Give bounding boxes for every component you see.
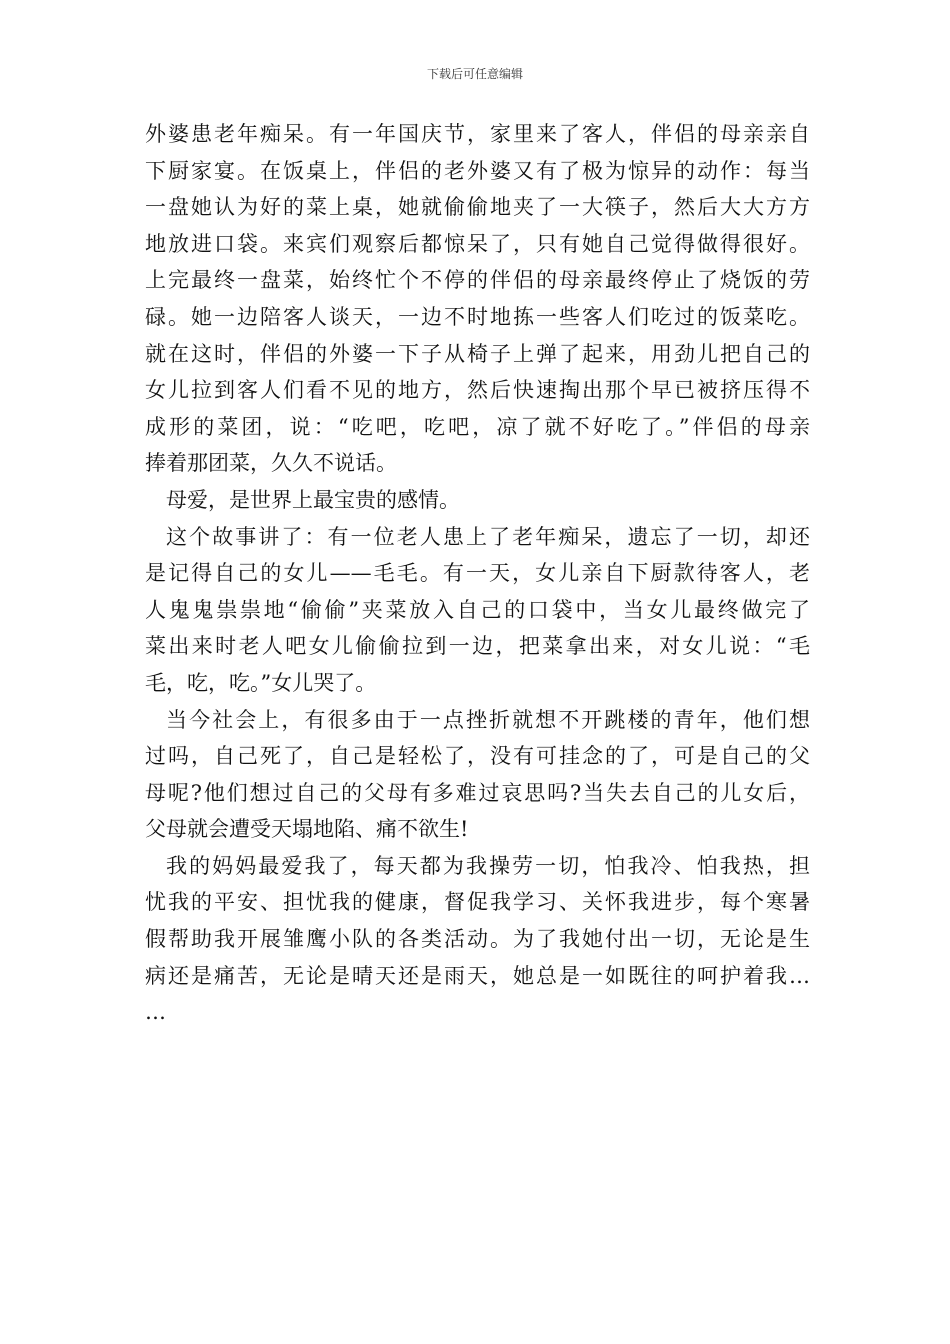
text-line: … xyxy=(145,1000,166,1025)
text-line: 假帮助我开展雏鹰小队的各类活动。为了我她付出一切，无论是生 xyxy=(145,927,810,952)
text-line: 病还是痛苦，无论是晴天还是雨天，她总是一如既往的呵护着我… xyxy=(145,963,810,988)
text-line: 外婆患老年痴呆。有一年国庆节，家里来了客人，伴侣的母亲亲自 xyxy=(145,122,810,146)
text-line: 母呢?他们想过自己的父母有多难过哀思吗?当失去自己的儿女后， xyxy=(145,780,810,805)
text-line: 父母就会遭受天塌地陷、痛不欲生! xyxy=(145,817,469,842)
text-line: 上完最终一盘菜，始终忙个不停的伴侣的母亲最终停止了烧饭的劳 xyxy=(145,268,810,293)
text-line: 捧着那团菜，久久不说话。 xyxy=(145,451,397,476)
text-line: 地放进口袋。来宾们观察后都惊呆了，只有她自己觉得做得很好。 xyxy=(145,231,810,256)
text-line: 人鬼鬼祟祟地“偷偷”夹菜放入自己的口袋中，当女儿最终做完了 xyxy=(145,597,810,622)
text-line: 母爱，是世界上最宝贵的感情。 xyxy=(166,487,460,512)
text-line: 当今社会上，有很多由于一点挫折就想不开跳楼的青年，他们想 xyxy=(166,707,810,732)
document-body xyxy=(145,116,810,1031)
text-line: 过吗，自己死了，自己是轻松了，没有可挂念的了，可是自己的父 xyxy=(145,744,810,769)
text-line: 女儿拉到客人们看不见的地方，然后快速掏出那个早已被挤压得不 xyxy=(145,378,810,403)
text-line: 毛，吃，吃。”女儿哭了。 xyxy=(145,670,377,695)
text-line: 这个故事讲了：有一位老人患上了老年痴呆，遗忘了一切，却还 xyxy=(166,524,810,549)
text-line: 碌。她一边陪客人谈天，一边不时地拣一些客人们吃过的饭菜吃。 xyxy=(145,304,810,329)
text-line: 一盘她认为好的菜上桌，她就偷偷地夹了一大筷子，然后大大方方 xyxy=(145,195,810,220)
text-line: 下厨家宴。在饭桌上，伴侣的老外婆又有了极为惊异的动作：每当 xyxy=(145,158,810,183)
text-line: 忧我的平安、担忧我的健康，督促我学习、关怀我进步，每个寒暑 xyxy=(145,890,810,915)
text-line: 是记得自己的女儿——毛毛。有一天，女儿亲自下厨款待客人，老 xyxy=(145,561,810,586)
header-note: 下载后可任意编辑 xyxy=(426,67,523,81)
text-line: 我的妈妈最爱我了，每天都为我操劳一切，怕我冷、怕我热，担 xyxy=(166,853,810,878)
text-line: 成形的菜团，说：“吃吧，吃吧，凉了就不好吃了。”伴侣的母亲 xyxy=(145,414,810,439)
text-line: 菜出来时老人吧女儿偷偷拉到一边，把菜拿出来，对女儿说：“毛 xyxy=(145,634,810,659)
text-line: 就在这时，伴侣的外婆一下子从椅子上弹了起来，用劲儿把自己的 xyxy=(145,341,810,366)
